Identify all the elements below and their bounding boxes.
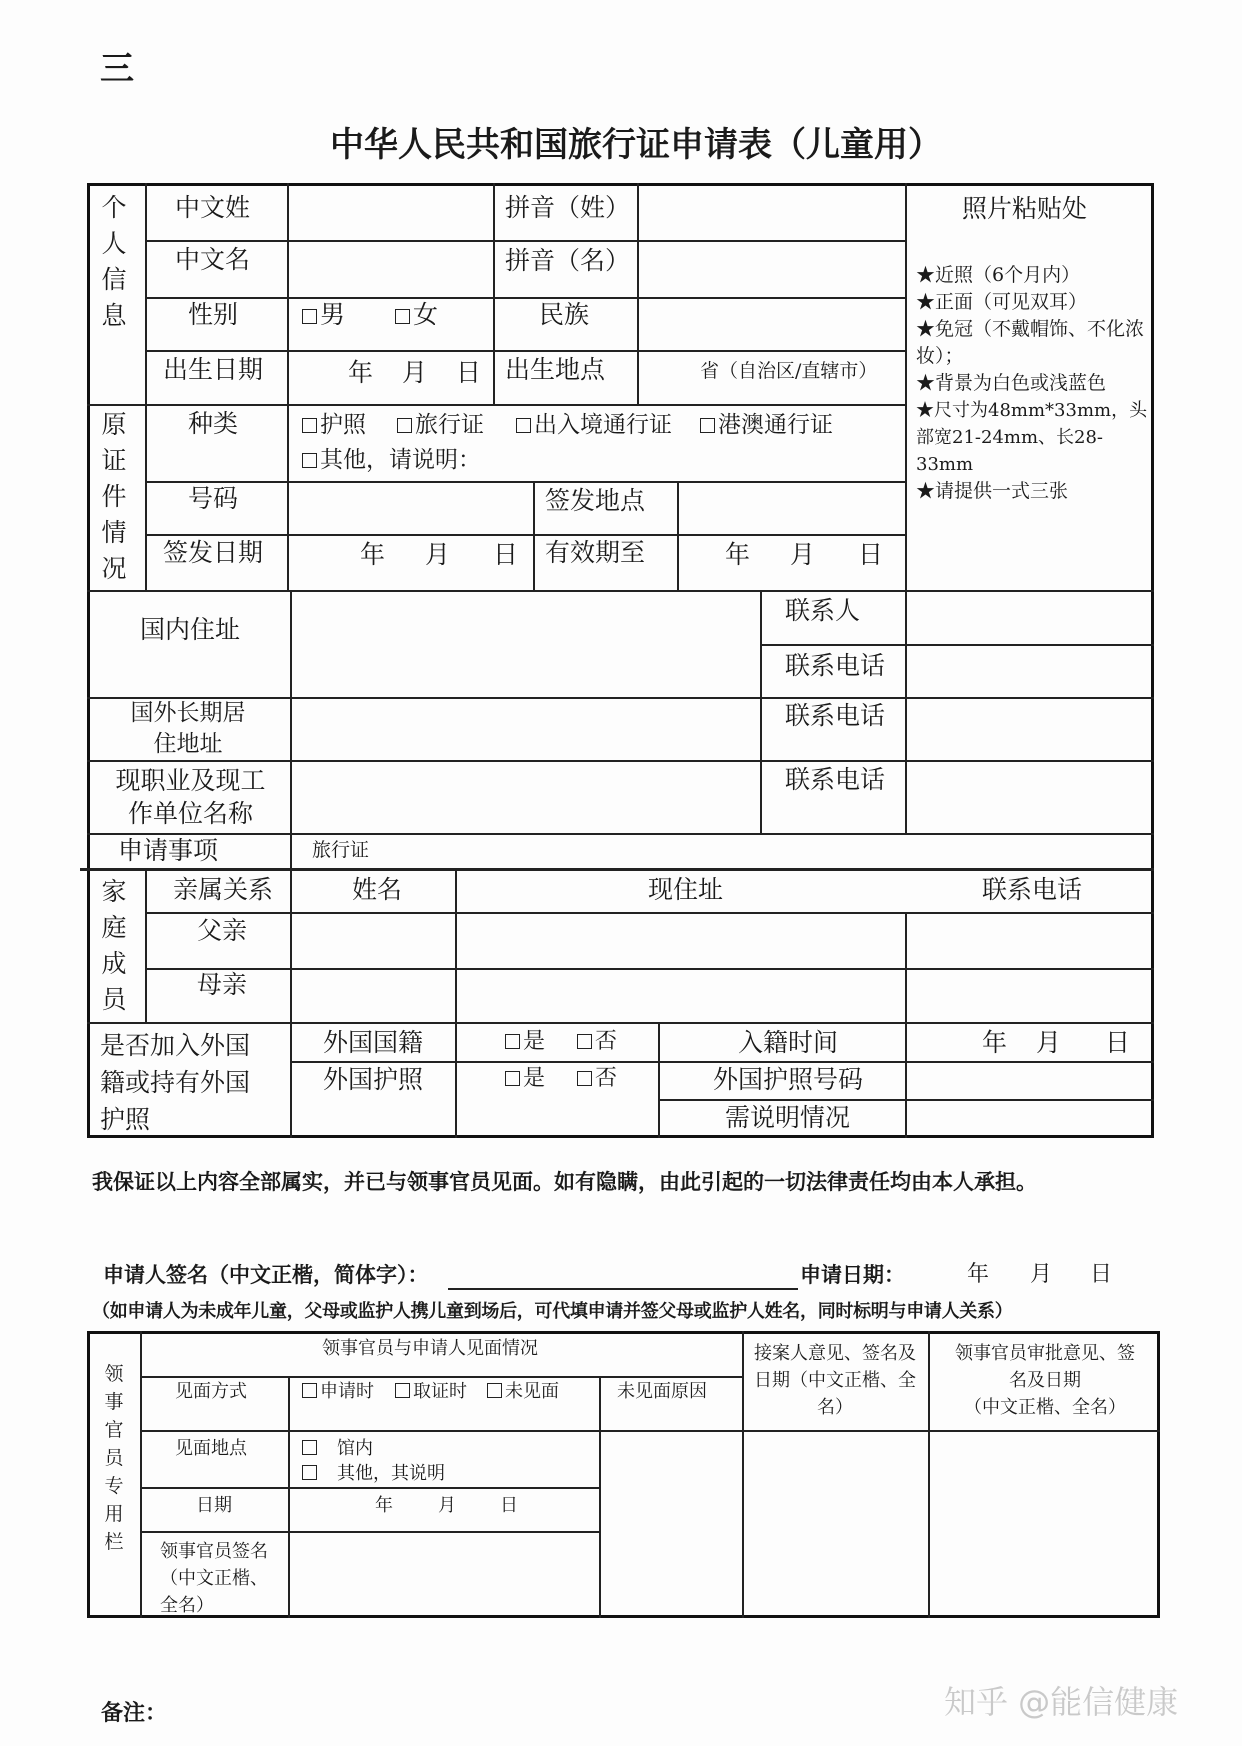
label-occupation-phone: 联系电话 <box>785 765 886 794</box>
checkbox-icon[interactable] <box>487 1383 502 1398</box>
section-family: 家庭成员 <box>101 877 127 1014</box>
occupation-field[interactable] <box>293 763 758 831</box>
checkbox-icon[interactable] <box>577 1071 592 1086</box>
checkbox-icon[interactable] <box>397 418 412 433</box>
applicant-signature-line[interactable] <box>448 1288 798 1290</box>
family-row-mother: 母亲 <box>197 970 248 999</box>
watermark: 知乎 @能信健康 <box>944 1683 1179 1721</box>
foreign-passport-number-field[interactable] <box>908 1064 1150 1097</box>
label-not-met-reason: 未见面原因 <box>617 1381 707 1402</box>
checkbox-icon[interactable] <box>302 1465 317 1480</box>
father-address-field[interactable] <box>458 915 903 966</box>
contact-person-field[interactable] <box>908 593 1150 642</box>
issue-place-field[interactable] <box>680 484 902 532</box>
passport-no-option[interactable]: 否 <box>577 1068 617 1090</box>
given-cn-field[interactable] <box>290 243 490 295</box>
checkbox-icon[interactable] <box>302 453 317 468</box>
doc-type-hk-macau-permit[interactable]: 港澳通行证 <box>700 414 833 437</box>
label-issue-date: 签发日期 <box>163 538 264 567</box>
photo-rule: ★背景为白色或浅蓝色 <box>916 372 1107 394</box>
method-not-met[interactable]: 未见面 <box>487 1383 559 1401</box>
place-in-consulate[interactable]: 馆内 <box>302 1440 373 1458</box>
application-month-unit: 月 <box>1030 1262 1053 1287</box>
meeting-day-unit: 日 <box>500 1495 518 1516</box>
checkbox-icon[interactable] <box>302 1440 317 1455</box>
checkbox-icon[interactable] <box>302 1383 317 1398</box>
family-header-name: 姓名 <box>352 875 403 904</box>
receiver-opinion-field[interactable] <box>745 1433 926 1616</box>
label-explanation: 需说明情况 <box>725 1103 851 1132</box>
label-domestic-address: 国内住址 <box>140 615 241 644</box>
label-meeting-date: 日期 <box>196 1495 232 1516</box>
label-doc-type: 种类 <box>188 409 239 438</box>
label-valid-until: 有效期至 <box>545 538 646 567</box>
photo-rule: ★尺寸为48mm*33mm，头部宽21-24mm、长28-33mm <box>916 400 1148 475</box>
label-application-item: 申请事项 <box>118 836 219 865</box>
family-header-relation: 亲属关系 <box>173 875 274 904</box>
doc-type-exit-entry-permit[interactable]: 出入境通行证 <box>516 414 672 437</box>
nationality-no-option[interactable]: 否 <box>577 1031 617 1053</box>
doc-type-travel-doc[interactable]: 旅行证 <box>397 414 484 437</box>
label-applicant-signature: 申请人签名（中文正楷，简体字）： <box>103 1262 429 1287</box>
application-item-value: 旅行证 <box>312 839 370 861</box>
naturalization-day-unit: 日 <box>1105 1028 1131 1057</box>
domestic-address-field[interactable] <box>293 593 758 695</box>
label-domestic-phone: 联系电话 <box>785 651 886 680</box>
method-at-collection[interactable]: 取证时 <box>395 1383 467 1401</box>
naturalization-year-unit: 年 <box>982 1028 1008 1057</box>
photo-rule: ★正面（可见双耳） <box>916 291 1088 313</box>
checkbox-icon[interactable] <box>395 309 410 324</box>
label-gender: 性别 <box>188 300 239 329</box>
checkbox-icon[interactable] <box>505 1071 520 1086</box>
photo-rule: ★免冠（不戴帽饰、不化浓妆）； <box>916 318 1145 367</box>
place-other[interactable]: 其他，其说明 <box>302 1465 445 1483</box>
label-contact-person: 联系人 <box>785 596 861 625</box>
label-approver-opinion: 领事官员审批意见、签 名及日期 （中文正楷、全名） <box>955 1343 1135 1418</box>
label-occupation: 现职业及现工作单位名称 <box>115 766 266 828</box>
photo-rule: ★请提供一式三张 <box>916 480 1069 502</box>
issue-month-unit: 月 <box>425 540 451 569</box>
checkbox-icon[interactable] <box>302 418 317 433</box>
ethnicity-field[interactable] <box>640 300 902 348</box>
officer-signature-field[interactable] <box>291 1534 597 1616</box>
label-foreign-passport: 外国护照 <box>323 1065 424 1094</box>
label-foreign-nationality-question: 是否加入外国籍或持有外国护照 <box>100 1031 251 1134</box>
family-header-address: 现住址 <box>648 875 724 904</box>
label-given-cn: 中文名 <box>175 245 251 274</box>
naturalization-month-unit: 月 <box>1036 1028 1062 1057</box>
label-birth-date: 出生日期 <box>163 355 264 384</box>
approver-opinion-field[interactable] <box>931 1433 1157 1616</box>
label-meeting-place: 见面地点 <box>175 1438 247 1459</box>
surname-cn-field[interactable] <box>290 186 490 238</box>
label-doc-number: 号码 <box>188 484 239 513</box>
label-pinyin-surname: 拼音（姓） <box>505 193 631 222</box>
mother-phone-field[interactable] <box>908 971 1150 1020</box>
pinyin-given-field[interactable] <box>640 243 902 295</box>
method-at-application[interactable]: 申请时 <box>302 1383 374 1401</box>
father-name-field[interactable] <box>293 915 453 966</box>
father-phone-field[interactable] <box>908 915 1150 966</box>
section-original-doc: 原证件情况 <box>101 410 127 583</box>
guardian-note: （如申请人为未成年儿童，父母或监护人携儿童到场后，可代填申请并签父母或监护人姓名，同时标明与申请人关系） <box>92 1301 1013 1322</box>
family-row-father: 父亲 <box>197 916 248 945</box>
birth-year-unit: 年 <box>348 358 374 387</box>
label-birth-place: 出生地点 <box>505 355 606 384</box>
label-pinyin-given: 拼音（名） <box>505 246 631 275</box>
meeting-year-unit: 年 <box>375 1495 393 1516</box>
photo-requirements <box>916 262 1148 505</box>
label-receiver-opinion: 接案人意见、签名及日期（中文正楷、全名） <box>754 1343 916 1418</box>
declaration-text: 我保证以上内容全部属实，并已与领事官员见面。如有隐瞒，由此引起的一切法律责任均由本人承担。 <box>92 1169 1037 1194</box>
doc-type-passport[interactable]: 护照 <box>302 414 366 437</box>
checkbox-icon[interactable] <box>577 1034 592 1049</box>
section-consular-only: 领事官员专用栏 <box>104 1363 124 1553</box>
label-abroad-address: 国外长期居住地址 <box>130 700 246 757</box>
label-foreign-nationality: 外国国籍 <box>323 1028 424 1057</box>
doc-type-other[interactable]: 其他，请说明： <box>302 449 481 472</box>
gender-male-option[interactable]: 男 <box>302 302 345 327</box>
issue-year-unit: 年 <box>360 540 386 569</box>
checkbox-icon[interactable] <box>302 309 317 324</box>
checkbox-icon[interactable] <box>700 418 715 433</box>
birth-place-suffix: 省（自治区/直辖市） <box>700 360 878 382</box>
label-surname-cn: 中文姓 <box>175 193 251 222</box>
application-year-unit: 年 <box>967 1262 990 1287</box>
label-naturalization-time: 入籍时间 <box>738 1028 839 1057</box>
gender-female-option[interactable]: 女 <box>395 302 438 327</box>
family-header-phone: 联系电话 <box>982 875 1083 904</box>
domestic-phone-field[interactable] <box>908 647 1150 695</box>
label-foreign-passport-number: 外国护照号码 <box>713 1065 864 1094</box>
label-officer-signature: 领事官员签名（中文正楷、全名） <box>160 1541 268 1616</box>
meeting-month-unit: 月 <box>438 1495 456 1516</box>
valid-month-unit: 月 <box>790 540 816 569</box>
abroad-phone-field[interactable] <box>908 700 1150 758</box>
abroad-address-field[interactable] <box>293 700 758 758</box>
passport-yes-option[interactable]: 是 <box>505 1068 545 1090</box>
not-met-reason-field[interactable] <box>602 1433 740 1616</box>
label-ethnicity: 民族 <box>539 300 590 329</box>
mother-name-field[interactable] <box>293 971 453 1020</box>
photo-area-title: 照片粘贴处 <box>962 194 1088 223</box>
checkbox-icon[interactable] <box>395 1383 410 1398</box>
form-title: 中华人民共和国旅行证申请表（儿童用） <box>330 125 942 165</box>
doc-number-field[interactable] <box>290 484 530 532</box>
label-remarks: 备注： <box>101 1700 168 1726</box>
section-personal-info: 个人信息 <box>101 193 127 330</box>
checkbox-icon[interactable] <box>505 1034 520 1049</box>
label-meeting-method: 见面方式 <box>175 1381 247 1402</box>
photo-rule: ★近照（6个月内） <box>916 264 1081 286</box>
birth-day-unit: 日 <box>456 358 482 387</box>
page-mark: 三 <box>100 49 134 89</box>
occupation-phone-field[interactable] <box>908 763 1150 831</box>
issue-day-unit: 日 <box>493 540 519 569</box>
mother-address-field[interactable] <box>458 971 903 1020</box>
explanation-field[interactable] <box>908 1102 1150 1135</box>
nationality-yes-option[interactable]: 是 <box>505 1031 545 1053</box>
label-abroad-phone: 联系电话 <box>785 701 886 730</box>
application-day-unit: 日 <box>1090 1262 1113 1287</box>
valid-year-unit: 年 <box>725 540 751 569</box>
valid-day-unit: 日 <box>858 540 884 569</box>
pinyin-surname-field[interactable] <box>640 186 902 238</box>
checkbox-icon[interactable] <box>516 418 531 433</box>
label-issue-place: 签发地点 <box>545 486 646 515</box>
label-meeting-title: 领事官员与申请人见面情况 <box>322 1338 538 1359</box>
label-application-date: 申请日期： <box>800 1262 905 1287</box>
birth-month-unit: 月 <box>402 358 428 387</box>
